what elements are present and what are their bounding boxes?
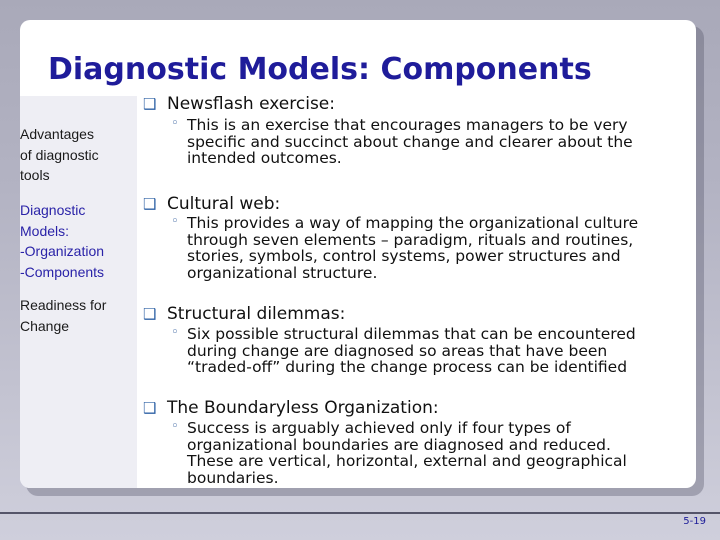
slide-title: Diagnostic Models: Components (48, 52, 592, 87)
bullet-detail-text: This provides a way of mapping the organizational culture through seven elements – paradigm, rituals and routines, stories, symbols, control systems, power structures and organizational structure. (187, 214, 639, 282)
bullet-newsflash (143, 94, 335, 114)
bullet-marker-icon: ❑ (143, 195, 157, 213)
sub-bullet-icon: ◦ (171, 116, 179, 131)
bullet-marker-icon: ❑ (143, 399, 157, 417)
bullet-boundaryless (143, 398, 439, 418)
bullet-heading: Structural dilemmas: (167, 304, 346, 324)
bullet-marker-icon: ❑ (143, 95, 157, 113)
bullet-marker-icon: ❑ (143, 305, 157, 323)
sub-bullet-icon: ◦ (171, 419, 179, 434)
sidebar-item-readiness: Readiness for Change (20, 297, 107, 334)
bullet-heading: The Boundaryless Organization: (167, 398, 439, 418)
bullet-cultural-web (143, 194, 280, 214)
bullet-detail-cultural-web (171, 215, 649, 281)
bullet-detail-text: Success is arguably achieved only if four types of organizational boundaries are diagnosed and reduced. These are vertical, horizontal, external and geographical boundaries. (187, 419, 627, 487)
bullet-heading: Cultural web: (167, 194, 281, 214)
bullet-detail-structural-dilemmas (171, 326, 649, 376)
bullet-detail-text: This is an exercise that encourages managers to be very specific and succinct about change and clearer about the intended outcomes. (187, 116, 633, 167)
sidebar-panel (20, 96, 137, 488)
bullet-detail-newsflash (171, 117, 649, 167)
bullet-heading: Newsflash exercise: (167, 94, 335, 114)
sub-bullet-icon: ◦ (171, 214, 179, 229)
bullet-structural-dilemmas (143, 304, 345, 324)
footer-divider (0, 512, 720, 514)
page-number: 5-19 (683, 516, 706, 527)
bullet-detail-text: Six possible structural dilemmas that can be encountered during change are diagnosed so areas that have been “traded-off” during the change process can be identified (187, 325, 636, 376)
sub-bullet-icon: ◦ (171, 325, 179, 340)
sidebar-item-diagnostic-models: Diagnostic Models: -Organization -Components (20, 202, 105, 280)
bullet-detail-boundaryless (171, 420, 649, 486)
sidebar-item-advantages: Advantages of diagnostic tools (20, 126, 99, 183)
